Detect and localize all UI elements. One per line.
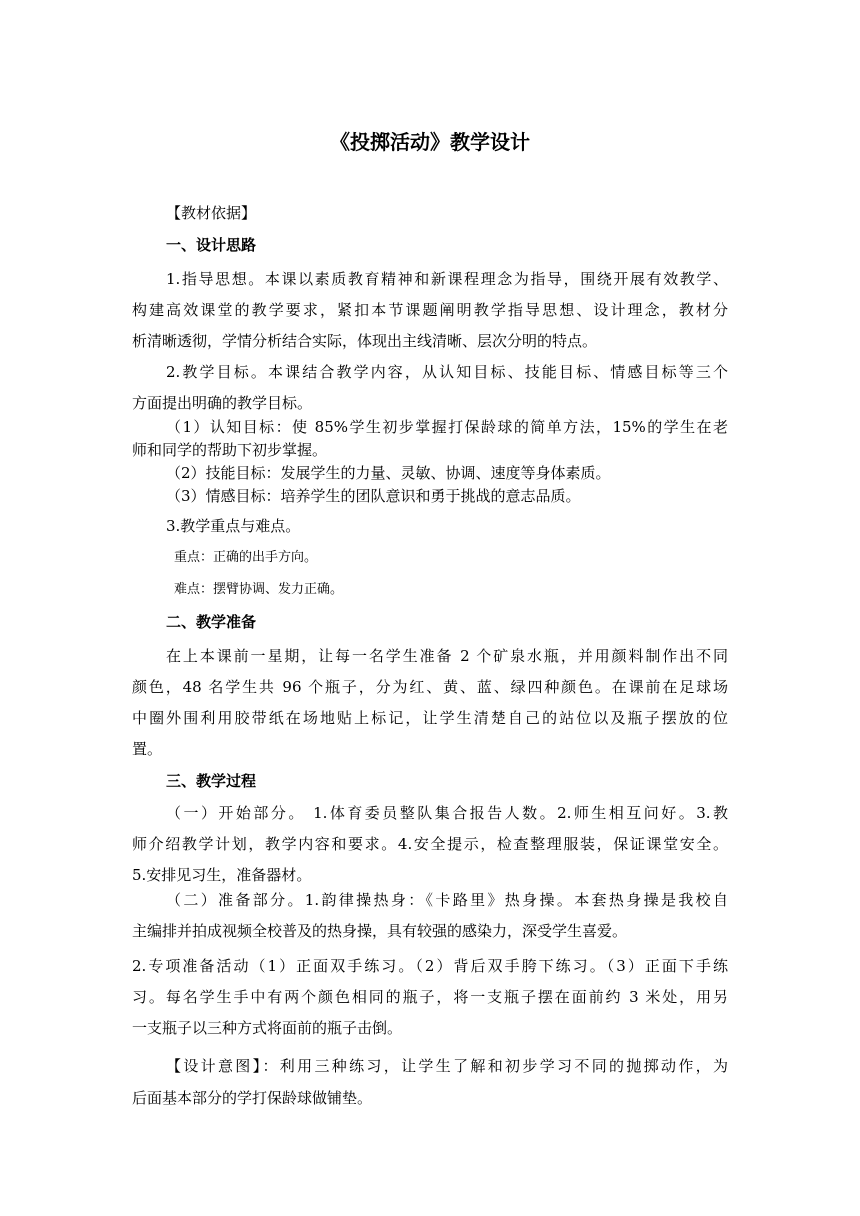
paragraph-line: 构建高效课堂的教学要求，紧扣本节课题阐明教学指导思想、设计理念，教材分 [132, 301, 728, 319]
goal-cognitive: （1）认知目标：使 85%学生初步掌握打保龄球的简单方法，15%的学生在老 [166, 418, 728, 436]
difficulty: 难点：摆臂协调、发力正确。 [174, 582, 344, 597]
section-1-heading: 一、设计思路 [166, 236, 257, 254]
paragraph-line: 在上本课前一星期，让每一名学生准备 2 个矿泉水瓶，并用颜料制作出不同 [166, 647, 728, 665]
design-intent: 【设计意图】：利用三种练习，让学生了解和初步学习不同的抛掷动作，为 [166, 1057, 728, 1075]
paragraph-line: 习。每名学生手中有两个颜色相同的瓶子，将一支瓶子摆在面前约 3 米处，用另 [132, 988, 728, 1006]
section-2-heading: 二、教学准备 [166, 613, 257, 631]
section-3-heading: 三、教学过程 [166, 772, 257, 790]
document-title: 《投掷活动》教学设计 [330, 130, 530, 154]
goal-cognitive-cont: 师和同学的帮助下初步掌握。 [132, 441, 328, 459]
goal-skill: （2）技能目标：发展学生的力量、灵敏、协调、速度等身体素质。 [166, 464, 611, 482]
paragraph-line: 2.教学目标。本课结合教学内容，从认知目标、技能目标、情感目标等三个 [166, 363, 728, 381]
design-intent-cont: 后面基本部分的学打保龄球做铺垫。 [132, 1089, 373, 1107]
paragraph-line: 3.教学重点与难点。 [166, 517, 301, 535]
goal-emotion: （3）情感目标：培养学生的团队意识和勇于挑战的意志品质。 [166, 487, 581, 505]
paragraph-line: （一）开始部分。 1.体育委员整队集合报告人数。2.师生相互问好。3.教 [166, 804, 728, 822]
paragraph-line: 师介绍教学计划，教学内容和要求。4.安全提示，检查整理服装，保证课堂安全。 [132, 835, 728, 853]
paragraph-line: 中圈外围利用胶带纸在场地贴上标记，让学生清楚自己的站位以及瓶子摆放的位 [132, 709, 728, 727]
paragraph-line: （二）准备部分。1.韵律操热身：《卡路里》热身操。本套热身操是我校自 [166, 891, 728, 909]
paragraph-line: 5.安排见习生，准备器材。 [132, 866, 312, 884]
paragraph-line: 置。 [132, 740, 163, 758]
basis-heading: 【教材依据】 [166, 204, 257, 222]
paragraph-line: 颜色，48 名学生共 96 个瓶子，分为红、黄、蓝、绿四种颜色。在课前在足球场 [132, 678, 728, 696]
paragraph-line: 方面提出明确的教学目标。 [132, 394, 313, 412]
paragraph-line: 主编排并拍成视频全校普及的热身操，具有较强的感染力，深受学生喜爱。 [132, 922, 628, 940]
paragraph-line: 1.指导思想。本课以素质教育精神和新课程理念为指导，围绕开展有效教学、 [166, 270, 728, 288]
key-point: 重点：正确的出手方向。 [174, 550, 318, 565]
paragraph-line: 2.专项准备活动（1）正面双手练习。（2）背后双手胯下练习。（3）正面下手练 [132, 957, 728, 975]
paragraph-line: 一支瓶子以三种方式将面前的瓶子击倒。 [132, 1019, 403, 1037]
paragraph-line: 析清晰透彻，学情分析结合实际，体现出主线清晰、层次分明的特点。 [132, 332, 598, 350]
